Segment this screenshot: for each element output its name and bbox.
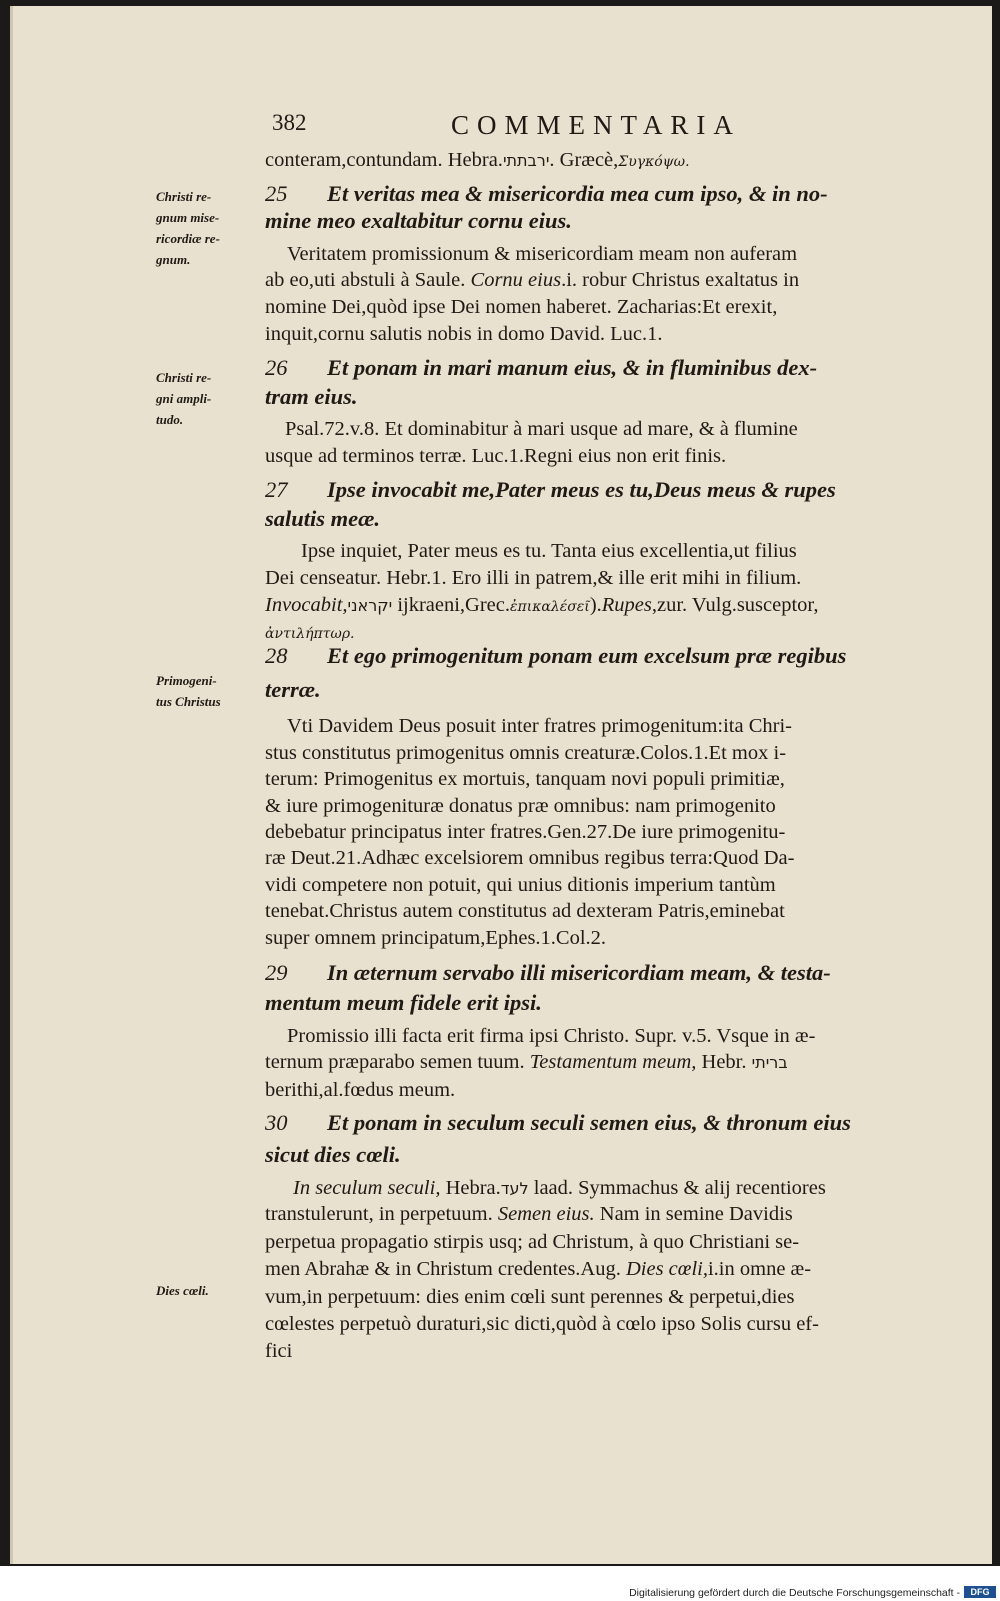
commentary-line — [265, 846, 794, 870]
margin-note-line: gnum. — [156, 252, 191, 267]
footer-bar — [0, 1566, 1000, 1601]
text-segment: salutis meæ. — [265, 506, 381, 531]
commentary-line — [265, 873, 776, 897]
verse-number: 25 — [265, 181, 288, 206]
book-page — [10, 6, 992, 1564]
text-segment: .i. robur Christus exaltatus in — [561, 269, 800, 291]
text-segment: usque ad terminos terræ. Luc.1.Regni eius non erit finis. — [265, 445, 727, 467]
text-segment: Rupes — [601, 594, 652, 616]
text-segment: In æternum servabo illi misericordiam meam, & testa- — [327, 960, 831, 985]
hebrew-word: יקראני — [347, 596, 393, 615]
running-head: COMMENTARIA — [451, 110, 741, 140]
commentary-line — [265, 295, 777, 319]
text-segment: Testamentum meum, — [529, 1051, 697, 1073]
margin-note — [156, 1280, 209, 1301]
margin-note-line: ricordiæ re- — [156, 231, 220, 246]
verse-line — [265, 643, 846, 669]
commentary-line — [265, 1339, 292, 1363]
text-segment: Vti Davidem Deus posuit inter fratres primogenitum:ita Chri- — [287, 715, 792, 737]
text-segment: mentum meum fidele erit ipsi. — [265, 990, 542, 1015]
commentary-line — [265, 1285, 794, 1309]
margin-note-line: Christi re- — [156, 370, 212, 385]
text-segment: In seculum seculi, — [293, 1177, 441, 1199]
text-segment: Promissio illi facta erit firma ipsi Christo. Supr. v.5. Vsque in æ- — [287, 1025, 816, 1047]
text-segment: Dies cœli, — [625, 1258, 708, 1280]
commentary-line — [265, 1050, 788, 1075]
text-segment: nomine Dei,quòd ipse Dei nomen haberet. Zacharias:Et erexit, — [265, 296, 778, 318]
margin-note-line: Christi re- — [156, 189, 212, 204]
text-segment: mine meo exaltabitur cornu eius. — [265, 208, 572, 233]
text-segment: Psal.72.v.8. Et dominabitur à mari usque ad mare, & à flumine — [285, 418, 798, 440]
margin-note-line: gni ampli- — [156, 391, 212, 406]
commentary-line — [265, 593, 819, 619]
commentary-line — [301, 539, 797, 563]
verse-line — [265, 477, 836, 503]
verse-line — [265, 1110, 851, 1136]
verse-line — [265, 384, 358, 410]
greek-word: ἀντιλήπτωρ. — [265, 626, 355, 642]
margin-note-line: Dies cœli. — [156, 1283, 209, 1298]
margin-note-line: Primogeni- — [156, 673, 217, 688]
commentary-line — [265, 566, 801, 590]
verse-number: 29 — [265, 960, 288, 985]
verse-number: 30 — [265, 1110, 288, 1135]
text-segment: cœlestes perpetuò duraturi,sic dicti,quòd à cœlo ipso Solis cursu ef- — [265, 1313, 819, 1335]
text-segment: . Græcè, — [549, 149, 619, 171]
text-segment: Veritatem promissionum & misericordiam meam non auferam — [287, 243, 798, 265]
margin-note — [156, 186, 220, 270]
verse-line — [265, 181, 828, 207]
verse-line — [265, 506, 380, 532]
text-segment: perpetua propagatio stirpis usq; ad Christum, à quo Christiani se- — [265, 1231, 800, 1253]
text-segment: Cornu eius — [470, 269, 562, 291]
verse-line — [265, 677, 321, 703]
verse-number: 26 — [265, 355, 288, 380]
commentary-line — [265, 1257, 811, 1281]
text-segment: & iure primogenituræ donatus præ omnibus: nam primogenito — [265, 795, 776, 817]
text-segment: men Abrahæ & in Christum credentes.Aug. — [265, 1258, 626, 1280]
commentary-line — [265, 444, 726, 468]
text-segment: berithi,al.fœdus meum. — [265, 1079, 456, 1101]
text-segment: Nam in semine Davidis — [594, 1203, 793, 1225]
text-segment: ab eo,uti abstuli à Saule. — [265, 269, 471, 291]
text-segment: Semen eius. — [497, 1203, 595, 1225]
verse-number: 27 — [265, 477, 288, 502]
text-segment: inquit,cornu salutis nobis in domo David. Luc.1. — [265, 323, 663, 345]
commentary-line — [265, 820, 785, 844]
text-segment: transtulerunt, in perpetuum. — [265, 1203, 498, 1225]
dfg-logo: DFG — [964, 1586, 996, 1598]
margin-note-line: gnum mise- — [156, 210, 220, 225]
commentary-line — [265, 1202, 793, 1226]
text-segment: Et ego primogenitum ponam eum excelsum præ regibus — [327, 643, 847, 668]
commentary-line — [265, 322, 662, 346]
commentary-line — [265, 268, 799, 292]
text-segment: tram eius. — [265, 384, 358, 409]
text-segment: Hebra. — [440, 1177, 501, 1199]
text-segment: ræ Deut.21.Adhæc excelsiorem omnibus regibus terra:Quod Da- — [265, 847, 795, 869]
margin-note — [156, 367, 211, 430]
text-segment: Et veritas mea & misericordia mea cum ipso, & in no- — [327, 181, 828, 206]
commentary-line — [265, 148, 690, 174]
text-segment: terum: Primogenitus ex mortuis, tanquam novi populi primitiæ, — [265, 768, 785, 790]
margin-note-line: tus Christus — [156, 694, 221, 709]
commentary-line — [287, 242, 797, 266]
text-segment: vidi competere non potuit, qui unius ditionis imperium tantùm — [265, 874, 776, 896]
text-segment: Et ponam in seculum seculi semen eius, & thronum eius — [327, 1110, 851, 1135]
text-segment: ternum præparabo semen tuum. — [265, 1051, 530, 1073]
commentary-line — [265, 741, 786, 765]
text-segment: Invocabit, — [265, 594, 348, 616]
text-segment: terræ. — [265, 677, 321, 702]
verse-line — [265, 990, 542, 1016]
footer-credit: Digitalisierung gefördert durch die Deutsche Forschungsgemeinschaft - — [629, 1587, 960, 1599]
commentary-line — [287, 714, 792, 738]
text-segment: laad. Symmachus & alij recentiores — [528, 1177, 826, 1199]
text-segment: Dei censeatur. Hebr.1. Ero illi in patrem,& ille erit mihi in filium. — [265, 567, 802, 589]
verse-number: 28 — [265, 643, 288, 668]
text-segment: tenebat.Christus autem constitutus ad dexteram Patris,eminebat — [265, 900, 785, 922]
text-segment: sicut dies cœli. — [265, 1142, 401, 1167]
text-segment: ). — [589, 594, 602, 616]
commentary-line — [287, 1024, 815, 1048]
commentary-line — [285, 417, 798, 441]
text-segment: Hebr. — [696, 1051, 752, 1073]
commentary-line — [265, 926, 606, 950]
margin-note-line: tudo. — [156, 412, 184, 427]
commentary-line — [293, 1176, 826, 1201]
text-segment: stus constitutus primogenitus omnis creaturæ.Colos.1.Et mox i- — [265, 742, 787, 764]
text-segment: ijkraeni,Grec. — [392, 594, 511, 616]
verse-line — [265, 355, 817, 381]
text-segment: fici — [265, 1340, 293, 1362]
page-number: 382 — [272, 110, 307, 135]
commentary-line — [265, 767, 785, 791]
text-segment: Et ponam in mari manum eius, & in fluminibus dex- — [327, 355, 818, 380]
hebrew-word: בריתי — [751, 1053, 788, 1072]
verse-line — [265, 960, 831, 986]
verse-line — [265, 1142, 401, 1168]
commentary-line — [265, 794, 776, 818]
text-segment: ,zur. Vulg.susceptor, — [651, 594, 819, 616]
verse-line — [265, 208, 572, 234]
greek-word: ἐπικαλέσεῖ — [510, 599, 590, 615]
text-segment: super omnem principatum,Ephes.1.Col.2. — [265, 927, 607, 949]
margin-note — [156, 670, 221, 712]
commentary-line — [265, 899, 785, 923]
text-segment: conteram,contundam. Hebra. — [265, 149, 503, 171]
text-segment: Ipse invocabit me,Pater meus es tu,Deus meus & rupes — [327, 477, 836, 502]
text-segment: i.in omne æ- — [707, 1258, 812, 1280]
greek-word: Συγκόψω. — [618, 154, 690, 170]
commentary-line — [265, 1078, 455, 1102]
text-segment: vum,in perpetuum: dies enim cœli sunt perennes & perpetui,dies — [265, 1286, 795, 1308]
commentary-line — [265, 1230, 799, 1254]
hebrew-word: ירבתתי — [502, 151, 550, 170]
commentary-line — [265, 1312, 819, 1336]
text-segment: Ipse inquiet, Pater meus es tu. Tanta eius excellentia,ut filius — [301, 540, 797, 562]
hebrew-word: לעד — [500, 1179, 529, 1198]
text-segment: debebatur principatus inter fratres.Gen.27.De iure primogenitu- — [265, 821, 786, 843]
